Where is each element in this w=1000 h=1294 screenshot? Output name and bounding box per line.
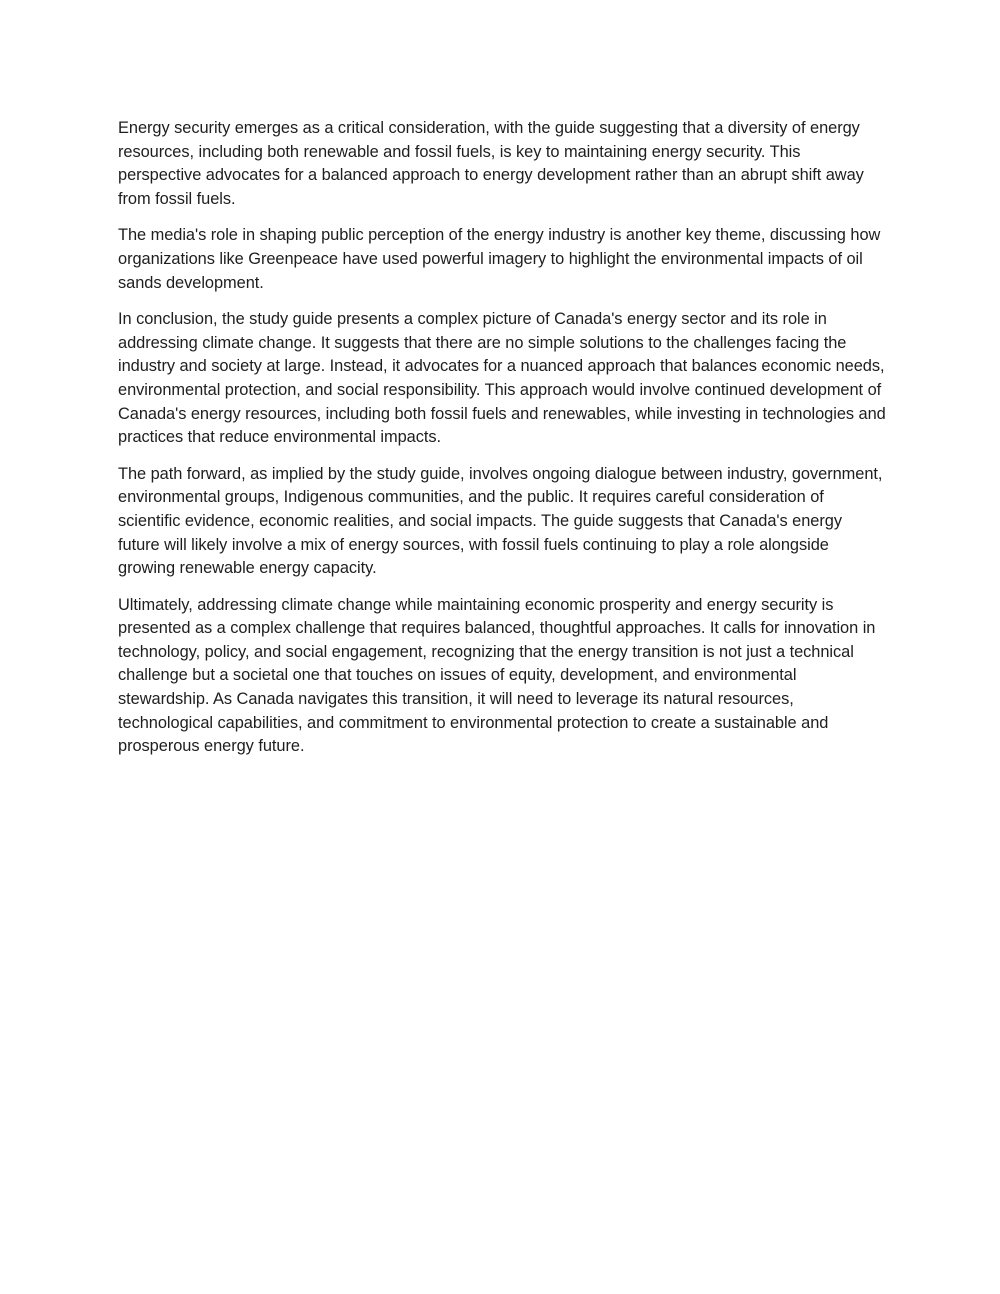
paragraph-ultimately: Ultimately, addressing climate change while maintaining economic prosperity and energy security is presented as a complex challenge that requires balanced, thoughtful approaches. It calls for innovation in technology, policy, and social engagement, recognizing that the energy transition is not just a technical challenge but a societal one that touches on issues of equity, development, and environmental stewardship. As Canada navigates this transition, it will need to leverage its natural resources, technological capabilities, and commitment to environmental protection to create a sustainable and prosperous energy future. [118,595,876,756]
paragraph-energy-security: Energy security emerges as a critical consideration, with the guide suggesting that a diversity of energy resources, including both renewable and fossil fuels, is key to maintaining energy security. This perspective advocates for a balanced approach to energy development rather than an abrupt shift away from fossil fuels. [118,119,864,208]
paragraph-conclusion: In conclusion, the study guide presents a complex picture of Canada's energy sector and its role in addressing climate change. It suggests that there are no simple solutions to the challenges facing the industry and society at large. Instead, it advocates for a nuanced approach that balances economic needs, environmental protection, and social responsibility. This approach would involve continued development of Canada's energy resources, including both fossil fuels and renewables, while investing in technologies and practices that reduce environmental impacts. [118,310,886,447]
paragraph-path-forward: The path forward, as implied by the study guide, involves ongoing dialogue between industry, government, environmental groups, Indigenous communities, and the public. It requires careful consideration of scientific evidence, economic realities, and social impacts. The guide suggests that Canada's energy future will likely involve a mix of energy sources, with fossil fuels continuing to play a role alongside growing renewable energy capacity. [118,464,883,578]
paragraph-media-role: The media's role in shaping public perception of the energy industry is another key theme, discussing how organizations like Greenpeace have used powerful imagery to highlight the environmental impacts of oil sands development. [118,226,881,292]
document-body [118,117,888,772]
